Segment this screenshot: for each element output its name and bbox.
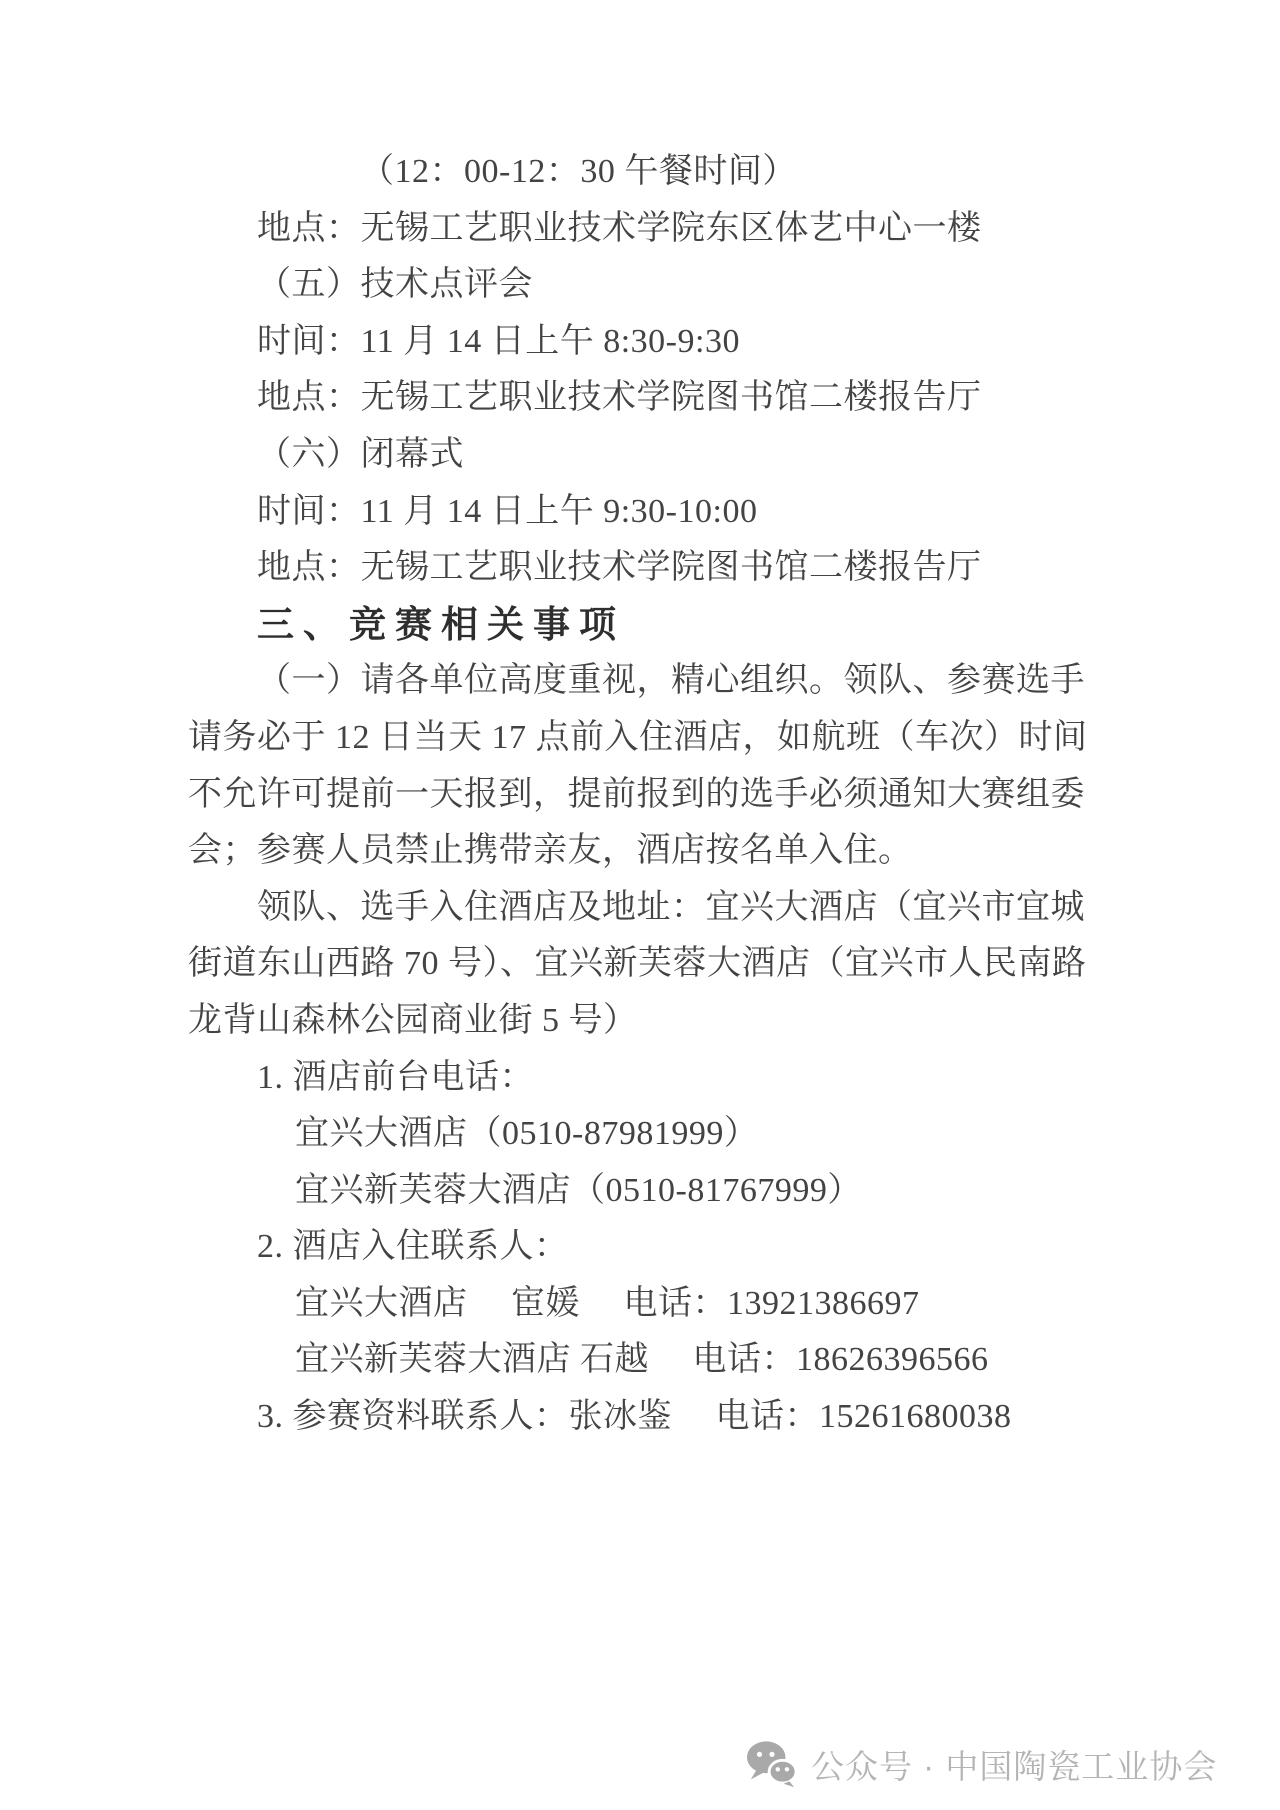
doc-line: 宜兴大酒店（0510-87981999） bbox=[295, 1115, 759, 1153]
doc-line: 地点：无锡工艺职业技术学院图书馆二楼报告厅 bbox=[257, 549, 982, 587]
doc-line: 会；参赛人员禁止携带亲友，酒店按名单入住。 bbox=[188, 832, 913, 870]
doc-line: 领队、选手入住酒店及地址：宜兴大酒店（宜兴市宜城 bbox=[257, 888, 1085, 926]
doc-line: 龙背山森林公园商业街 5 号） bbox=[188, 1001, 638, 1039]
doc-line: 时间：11 月 14 日上午 8:30-9:30 bbox=[257, 322, 740, 360]
doc-line: 不允许可提前一天报到，提前报到的选手必须通知大赛组委 bbox=[188, 775, 1085, 813]
doc-line: （五）技术点评会 bbox=[257, 266, 533, 304]
doc-line: （12：00-12：30 午餐时间） bbox=[360, 153, 797, 190]
doc-line: 3. 参赛资料联系人：张冰鉴 电话：15261680038 bbox=[257, 1398, 1012, 1436]
doc-line: 时间：11 月 14 日上午 9:30-10:00 bbox=[257, 492, 758, 530]
footer bbox=[746, 1740, 1217, 1788]
doc-line: （一）请各单位高度重视，精心组织。领队、参赛选手 bbox=[257, 662, 1085, 700]
doc-line: 1. 酒店前台电话： bbox=[257, 1058, 534, 1096]
document-body bbox=[188, 144, 1088, 1446]
doc-line: 请务必于 12 日当天 17 点前入住酒店，如航班（车次）时间 bbox=[188, 718, 1088, 756]
doc-line: 宜兴大酒店 宦媛 电话：13921386697 bbox=[295, 1284, 920, 1322]
doc-line: 街道东山西路 70 号）、宜兴新芙蓉大酒店（宜兴市人民南路 bbox=[188, 945, 1087, 983]
doc-line: 2. 酒店入住联系人： bbox=[257, 1228, 569, 1266]
doc-line: （六）闭幕式 bbox=[257, 435, 464, 473]
footer-label: 公众号 · 中国陶瓷工业协会 bbox=[811, 1747, 1218, 1785]
doc-line: 宜兴新芙蓉大酒店 石越 电话：18626396566 bbox=[295, 1341, 989, 1379]
section-heading: 三、竞赛相关事项 bbox=[257, 603, 625, 645]
doc-line: 地点：无锡工艺职业技术学院图书馆二楼报告厅 bbox=[257, 379, 982, 417]
doc-line: 地点：无锡工艺职业技术学院东区体艺中心一楼 bbox=[257, 209, 982, 247]
wechat-icon bbox=[746, 1740, 798, 1788]
doc-line: 宜兴新芙蓉大酒店（0510-81767999） bbox=[295, 1171, 862, 1209]
